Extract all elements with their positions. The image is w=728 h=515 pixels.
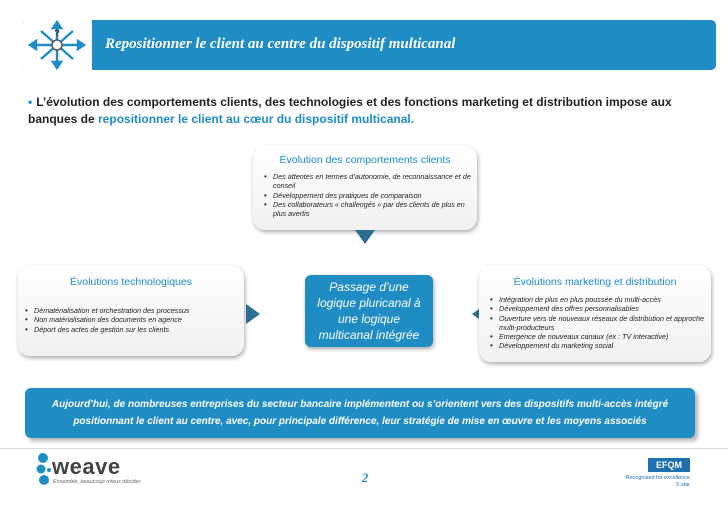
intro-paragraph — [28, 94, 698, 128]
center-line: une logique — [337, 312, 401, 326]
list-item: • Emergence de nouveaux canaux (ex : TV interactive) — [499, 332, 705, 341]
page-title: Repositionner le client au centre du dispositif multicanal — [105, 36, 456, 52]
center-highlight-box — [305, 275, 433, 347]
intro-highlight-text: repositionner le client au cœur du dispositif multicanal. — [98, 112, 415, 126]
intro-lead-text: L’évolution des comportements clients, des technologies et des fonctions marketing et distribution impose aux banques de — [28, 95, 672, 126]
list-item: • Des attentes en termes d’autonomie, de reconnaissance et de conseil — [273, 172, 471, 191]
list-item: • Développement des offres personnalisables — [499, 304, 705, 313]
compass-arrows-icon — [22, 20, 92, 70]
arrow-down-icon — [355, 230, 375, 244]
list-item: • Des collaborateurs « challengés » par des clients de plus en plus avertis — [273, 200, 471, 219]
card-list — [479, 295, 711, 351]
card-behavior-evolution — [253, 146, 477, 230]
list-item: • Développement du marketing social — [499, 341, 705, 350]
center-line: multicanal intégrée — [318, 328, 420, 342]
center-line: logique pluricanal à — [317, 296, 421, 310]
efqm-logo: EFQM — [648, 458, 690, 472]
center-line: Passage d’une — [329, 280, 409, 294]
conclusion-text: Aujourd’hui, de nombreuses entreprises du secteur bancaire implémentent ou s’orientent vers des dispositifs multi-accès intégré positionnant le client au centre, avec, pour principale différence, leur stratégie de mise en œuvre et les moyens associés — [51, 399, 669, 427]
efqm-caption-line: Recognised for excellence — [625, 475, 690, 481]
page-number: 2 — [361, 470, 369, 485]
list-item: • Déport des actes de gestion sur les clients — [34, 325, 240, 334]
bullet-icon: • — [28, 95, 33, 109]
card-title: Évolutions technologiques — [69, 276, 192, 288]
card-technology-evolution — [18, 266, 244, 356]
weave-tagline: Ensemble, beaucoup mieux décider. — [53, 479, 142, 485]
card-title: Évolutions marketing et distribution — [513, 276, 677, 288]
list-item: • Intégration de plus en plus poussée du multi-accès — [499, 295, 705, 304]
arrow-right-icon — [246, 304, 260, 324]
weave-logo-icon — [35, 452, 53, 488]
efqm-caption — [620, 475, 690, 489]
banner-icon-panel — [22, 20, 92, 70]
card-list — [253, 172, 477, 218]
list-item: • Ouverture vers de nouveaux réseaux de distribution et approche multi-producteurs — [499, 314, 705, 333]
efqm-caption-line: 5 star — [676, 482, 690, 488]
list-item: • Dématérialisation et orchestration des processus — [34, 306, 240, 315]
list-item: • Non matérialisation des documents en agence — [34, 315, 240, 324]
conclusion-box — [25, 388, 695, 438]
list-item: • Développement des pratiques de comparaison — [273, 191, 471, 200]
weave-logo: weave — [52, 454, 121, 479]
card-title: Évolution des comportements clients — [279, 154, 451, 166]
card-marketing-evolution — [479, 266, 711, 362]
svg-text:?: ? — [54, 28, 60, 38]
card-list — [18, 306, 244, 334]
footer-divider — [0, 448, 728, 449]
